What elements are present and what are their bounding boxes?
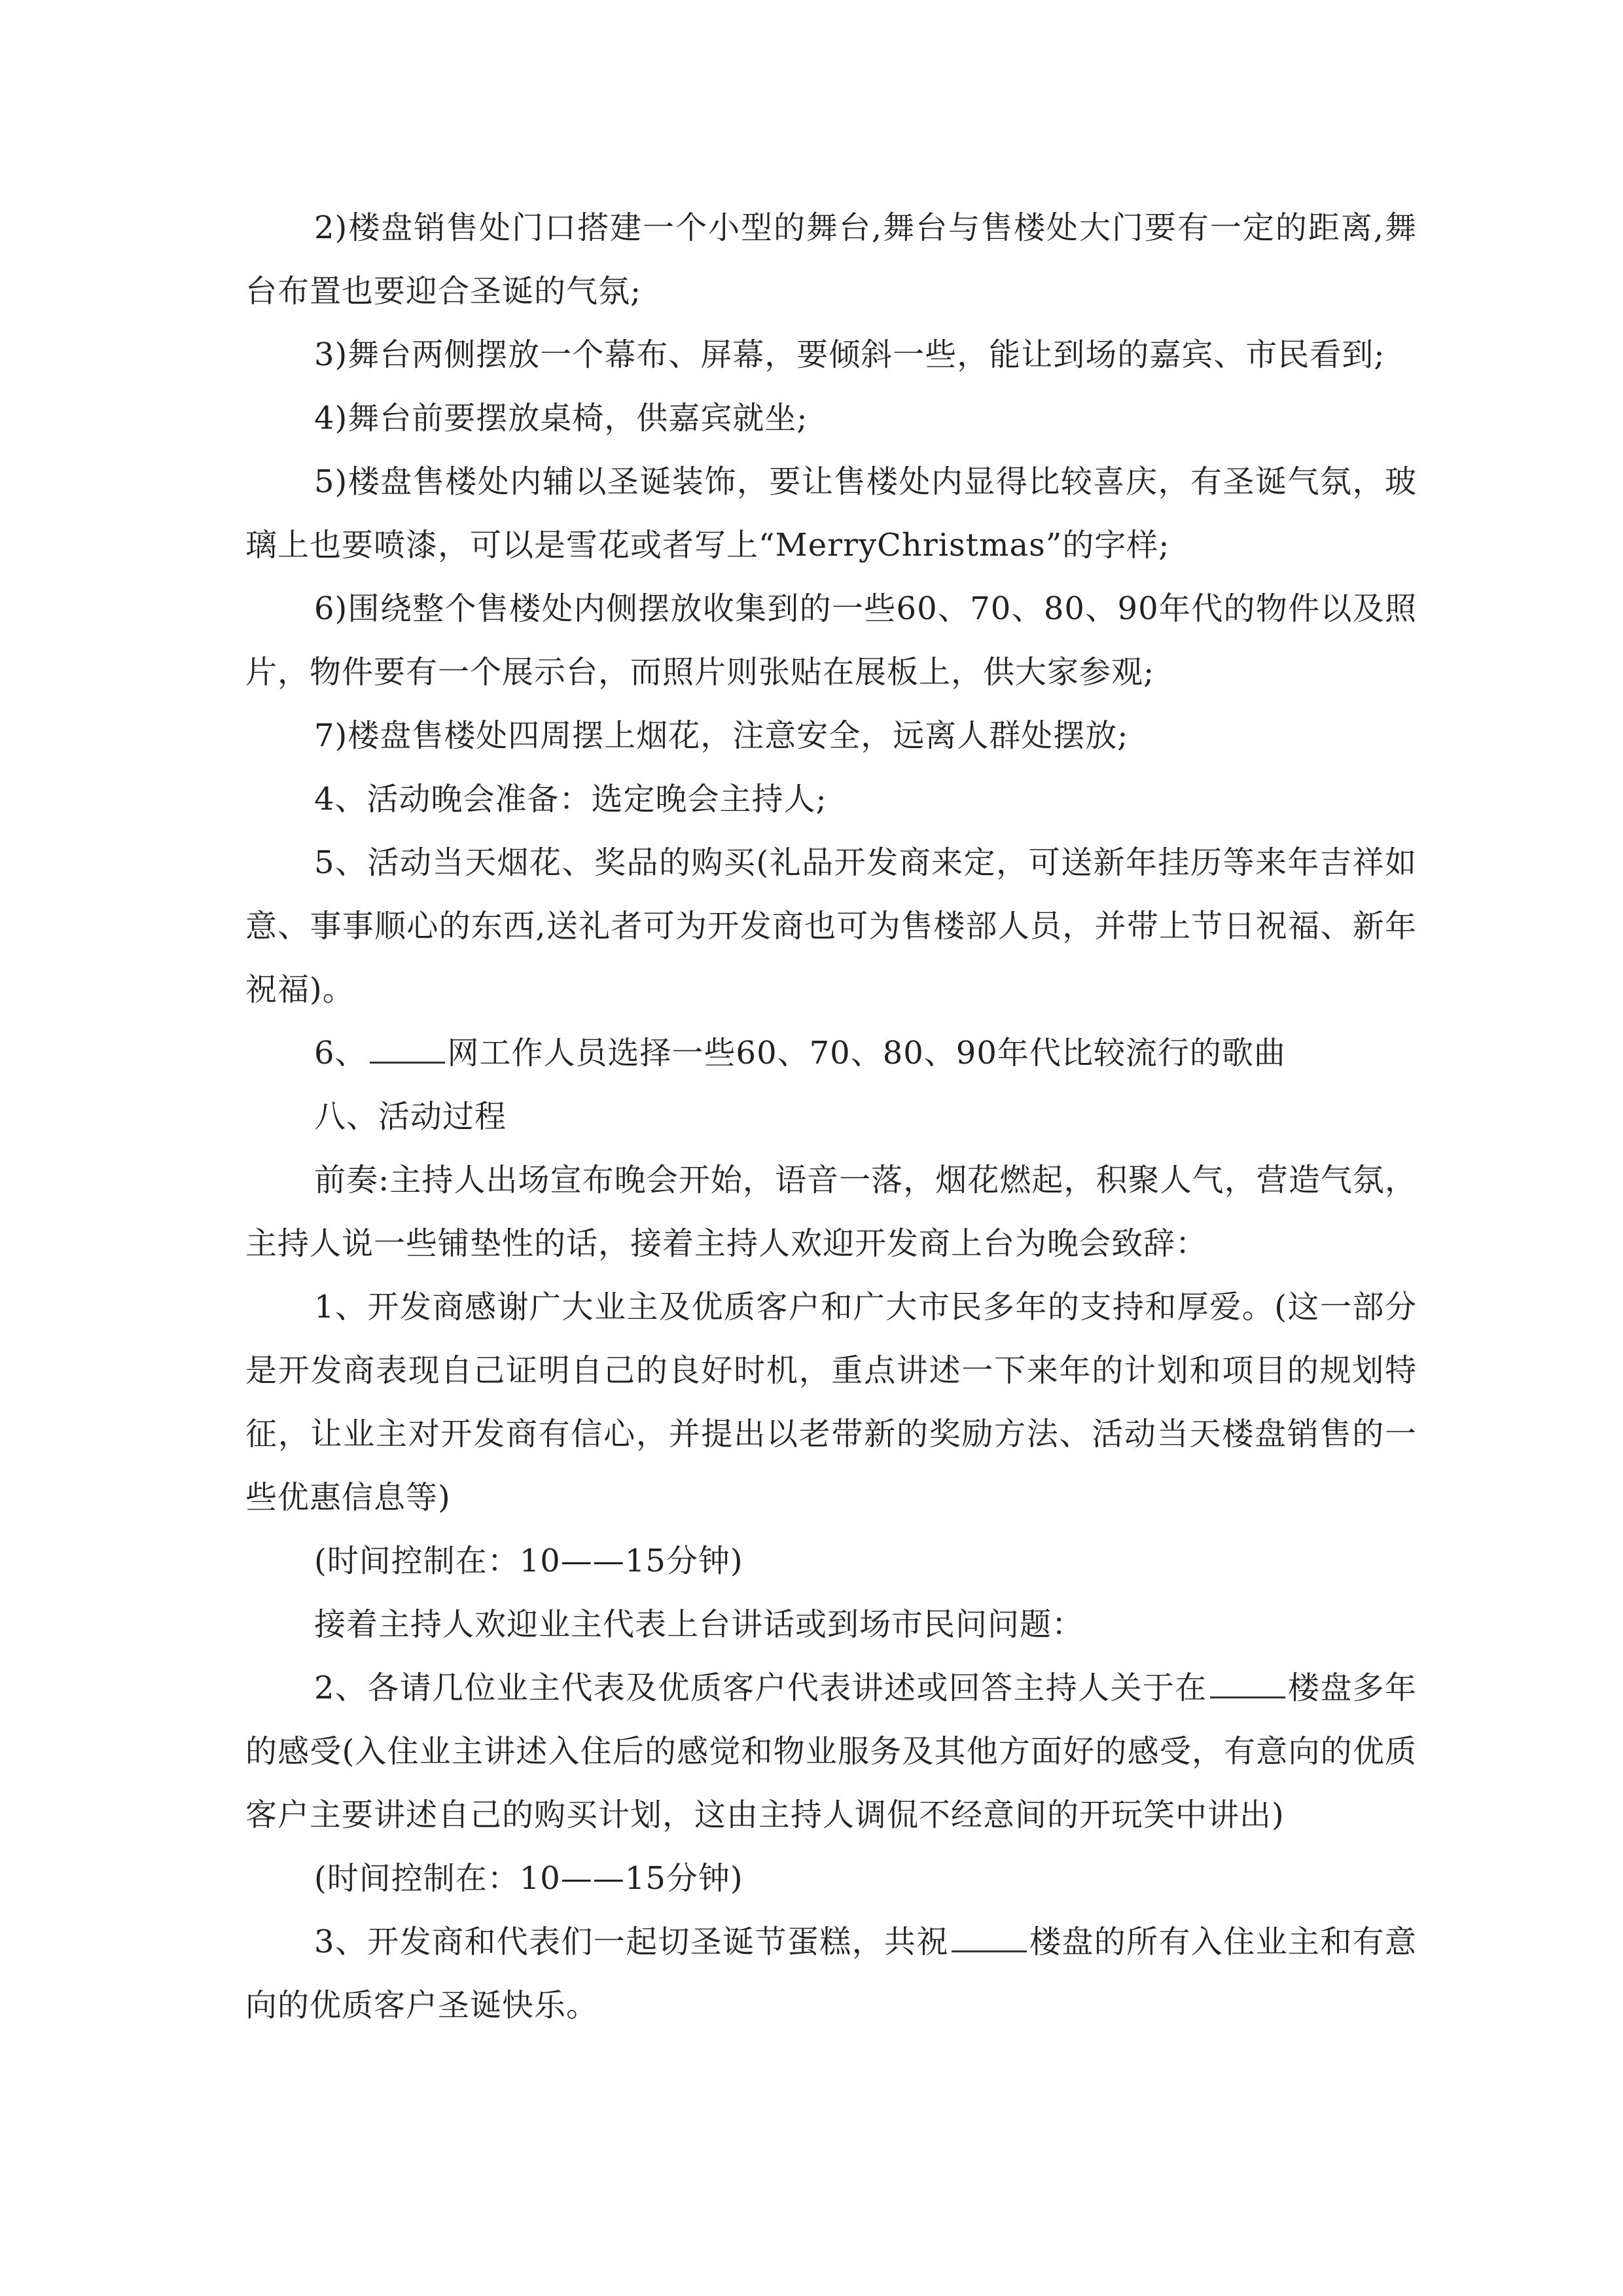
paragraph-prize-purchase: 5、活动当天烟花、奖品的购买(礼品开发商来定，可送新年挂历等来年吉祥如意、事事顺心的东西,送礼者可为开发商也可为售楼部人员，并带上节日祝福、新年祝福)。: [245, 844, 1417, 1008]
paragraph-developer-speech: 1、开发商感谢广大业主及优质客户和广大市民多年的支持和厚爱。(这一部分是开发商表现自己证明自己的良好时机，重点讲述一下来年的计划和项目的规划特征，让业主对开发商有信心，并提出以老带新的奖励方法、活动当天楼盘销售的一些优惠信息等): [245, 1289, 1417, 1516]
paragraph-host-preparation: 4、活动晚会准备：选定晚会主持人;: [314, 781, 827, 817]
paragraph-text-before-blank: 2、各请几位业主代表及优质客户代表讲述或回答主持人关于在: [314, 1670, 1207, 1706]
paragraph-screen-placement: 3)舞台两侧摆放一个幕布、屏幕，要倾斜一些，能让到场的嘉宾、市民看到;: [314, 336, 1385, 373]
paragraph-text-after-blank: 楼盘的所有入住业主和有意向的优质客户圣诞快乐。: [245, 1924, 1417, 2024]
paragraph-text-after-blank: 网工作人员选择一些60、70、80、90年代比较流行的歌曲: [447, 1035, 1286, 1071]
paragraph-text-after-blank: 楼盘多年的感受(入住业主讲述入住后的感觉和物业服务及其他方面好的感受，有意向的优质客户主要讲述自己的购买计划，这由主持人调侃不经意间的开玩笑中讲出): [245, 1670, 1417, 1833]
paragraph-fireworks-placement: 7)楼盘售楼处四周摆上烟花，注意安全，远离人群处摆放;: [314, 717, 1129, 754]
fill-in-blank: [1210, 1669, 1285, 1698]
paragraph-time-control: (时间控制在：10——15分钟): [314, 1860, 743, 1897]
section-heading-activity-process: 八、活动过程: [314, 1098, 507, 1135]
paragraph-christmas-decoration: 5)楼盘售楼处内辅以圣诞装饰，要让售楼处内显得比较喜庆，有圣诞气氛，玻璃上也要喷漆，可以是雪花或者写上“MerryChristmas”的字样;: [245, 463, 1417, 564]
paragraph-text-before-blank: 6、: [314, 1035, 367, 1071]
paragraph-owner-representative-intro: 接着主持人欢迎业主代表上台讲话或到场市民问问题：: [314, 1606, 1084, 1643]
paragraph-prelude: 前奏:主持人出场宣布晚会开始，语音一落，烟花燃起，积聚人气，营造气氛，主持人说一些铺垫性的话，接着主持人欢迎开发商上台为晚会致辞：: [245, 1162, 1417, 1262]
paragraph-seating: 4)舞台前要摆放桌椅，供嘉宾就坐;: [314, 400, 808, 437]
paragraph-text-before-blank: 3、开发商和代表们一起切圣诞节蛋糕，共祝: [314, 1924, 949, 1960]
document-body: [245, 196, 1417, 2037]
fill-in-blank: [952, 1923, 1027, 1952]
paragraph-time-control: (时间控制在：10——15分钟): [314, 1543, 743, 1579]
paragraph-music-selection: [245, 1022, 1417, 1085]
paragraph-owner-speeches: [245, 1657, 1417, 1847]
paragraph-exhibition: 6)围绕整个售楼处内侧摆放收集到的一些60、70、80、90年代的物件以及照片，物件要有一个展示台，而照片则张贴在展板上，供大家参观;: [245, 590, 1417, 691]
fill-in-blank: [370, 1034, 445, 1064]
paragraph-stage-setup: 2)楼盘销售处门口搭建一个小型的舞台,舞台与售楼处大门要有一定的距离,舞台布置也要迎合圣诞的气氛;: [245, 209, 1417, 310]
paragraph-cake-cutting: [245, 1910, 1417, 2037]
